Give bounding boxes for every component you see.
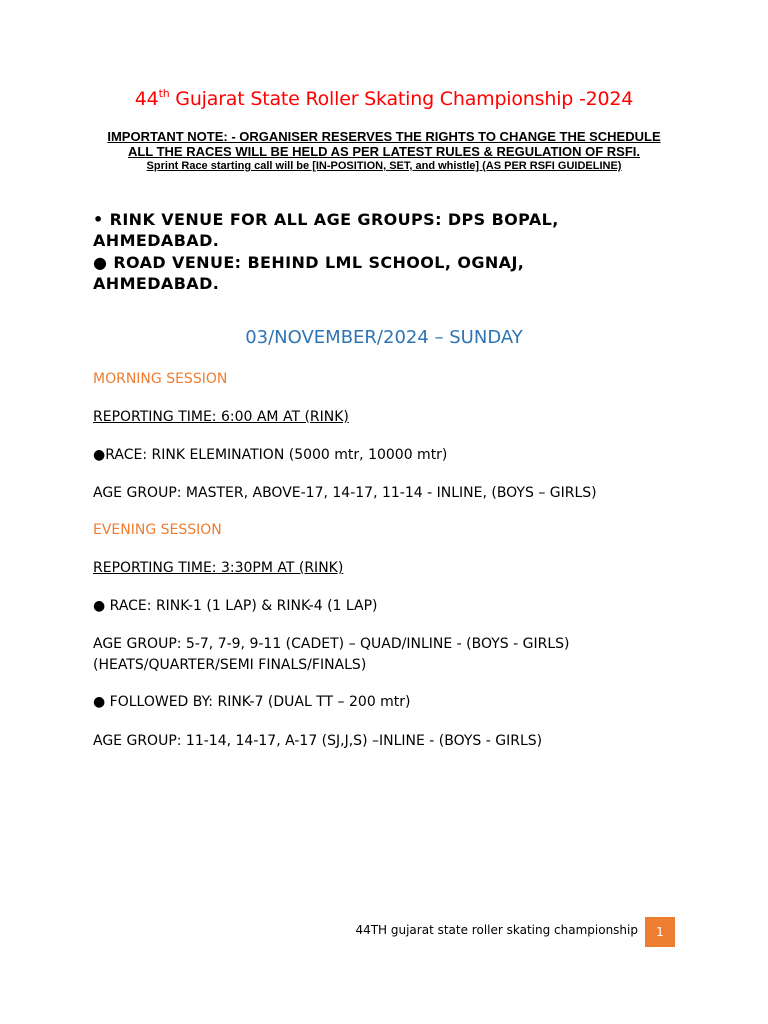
note-line-1: IMPORTANT NOTE: - ORGANISER RESERVES THE RIGHTS TO CHANGE THE SCHEDULE — [107, 129, 661, 144]
road-venue: ● ROAD VENUE: BEHIND LML SCHOOL, OGNAJ, AHMEDABAD. — [93, 253, 525, 293]
venue-list — [93, 209, 653, 295]
morning-reporting-time: REPORTING TIME: 6:00 AM AT (RINK) — [93, 409, 349, 425]
evening-age-group-line-1: AGE GROUP: 5-7, 7-9, 9-11 (CADET) – QUAD/INLINE - (BOYS - GIRLS) — [93, 636, 570, 652]
evening-age-group-2: AGE GROUP: 11-14, 14-17, A-17 (SJ,J,S) –INLINE - (BOYS - GIRLS) — [93, 733, 543, 749]
morning-age-group: AGE GROUP: MASTER, ABOVE-17, 14-17, 11-14 - INLINE, (BOYS – GIRLS) — [93, 485, 597, 501]
rink-venue: • RINK VENUE FOR ALL AGE GROUPS: DPS BOPAL, AHMEDABAD. — [93, 210, 559, 250]
evening-session-heading: EVENING SESSION — [93, 522, 222, 538]
document-title — [0, 88, 768, 110]
morning-race: ●RACE: RINK ELEMINATION (5000 mtr, 10000 mtr) — [93, 447, 448, 463]
morning-session-heading: MORNING SESSION — [93, 371, 228, 387]
evening-reporting-time: REPORTING TIME: 3:30PM AT (RINK) — [93, 560, 344, 576]
page-number-badge: 1 — [645, 917, 675, 947]
footer-text: 44TH gujarat state roller skating championship — [355, 923, 638, 937]
title-superscript: th — [158, 87, 170, 100]
date-heading: 03/NOVEMBER/2024 – SUNDAY — [245, 327, 523, 348]
title-prefix: 44 — [134, 88, 159, 110]
title-rest: Gujarat State Roller Skating Championship -2024 — [169, 88, 634, 110]
evening-followed-by: ● FOLLOWED BY: RINK-7 (DUAL TT – 200 mtr) — [93, 694, 411, 710]
evening-race: ● RACE: RINK-1 (1 LAP) & RINK-4 (1 LAP) — [93, 598, 378, 614]
note-line-2: ALL THE RACES WILL BE HELD AS PER LATEST RULES & REGULATION OF RSFI. — [127, 144, 641, 159]
important-note — [100, 129, 668, 173]
evening-age-group-line-2: (HEATS/QUARTER/SEMI FINALS/FINALS) — [93, 657, 367, 673]
note-line-3: Sprint Race starting call will be [IN-POSITION, SET, and whistle] (AS PER RSFI GUIDELINE) — [146, 160, 622, 172]
